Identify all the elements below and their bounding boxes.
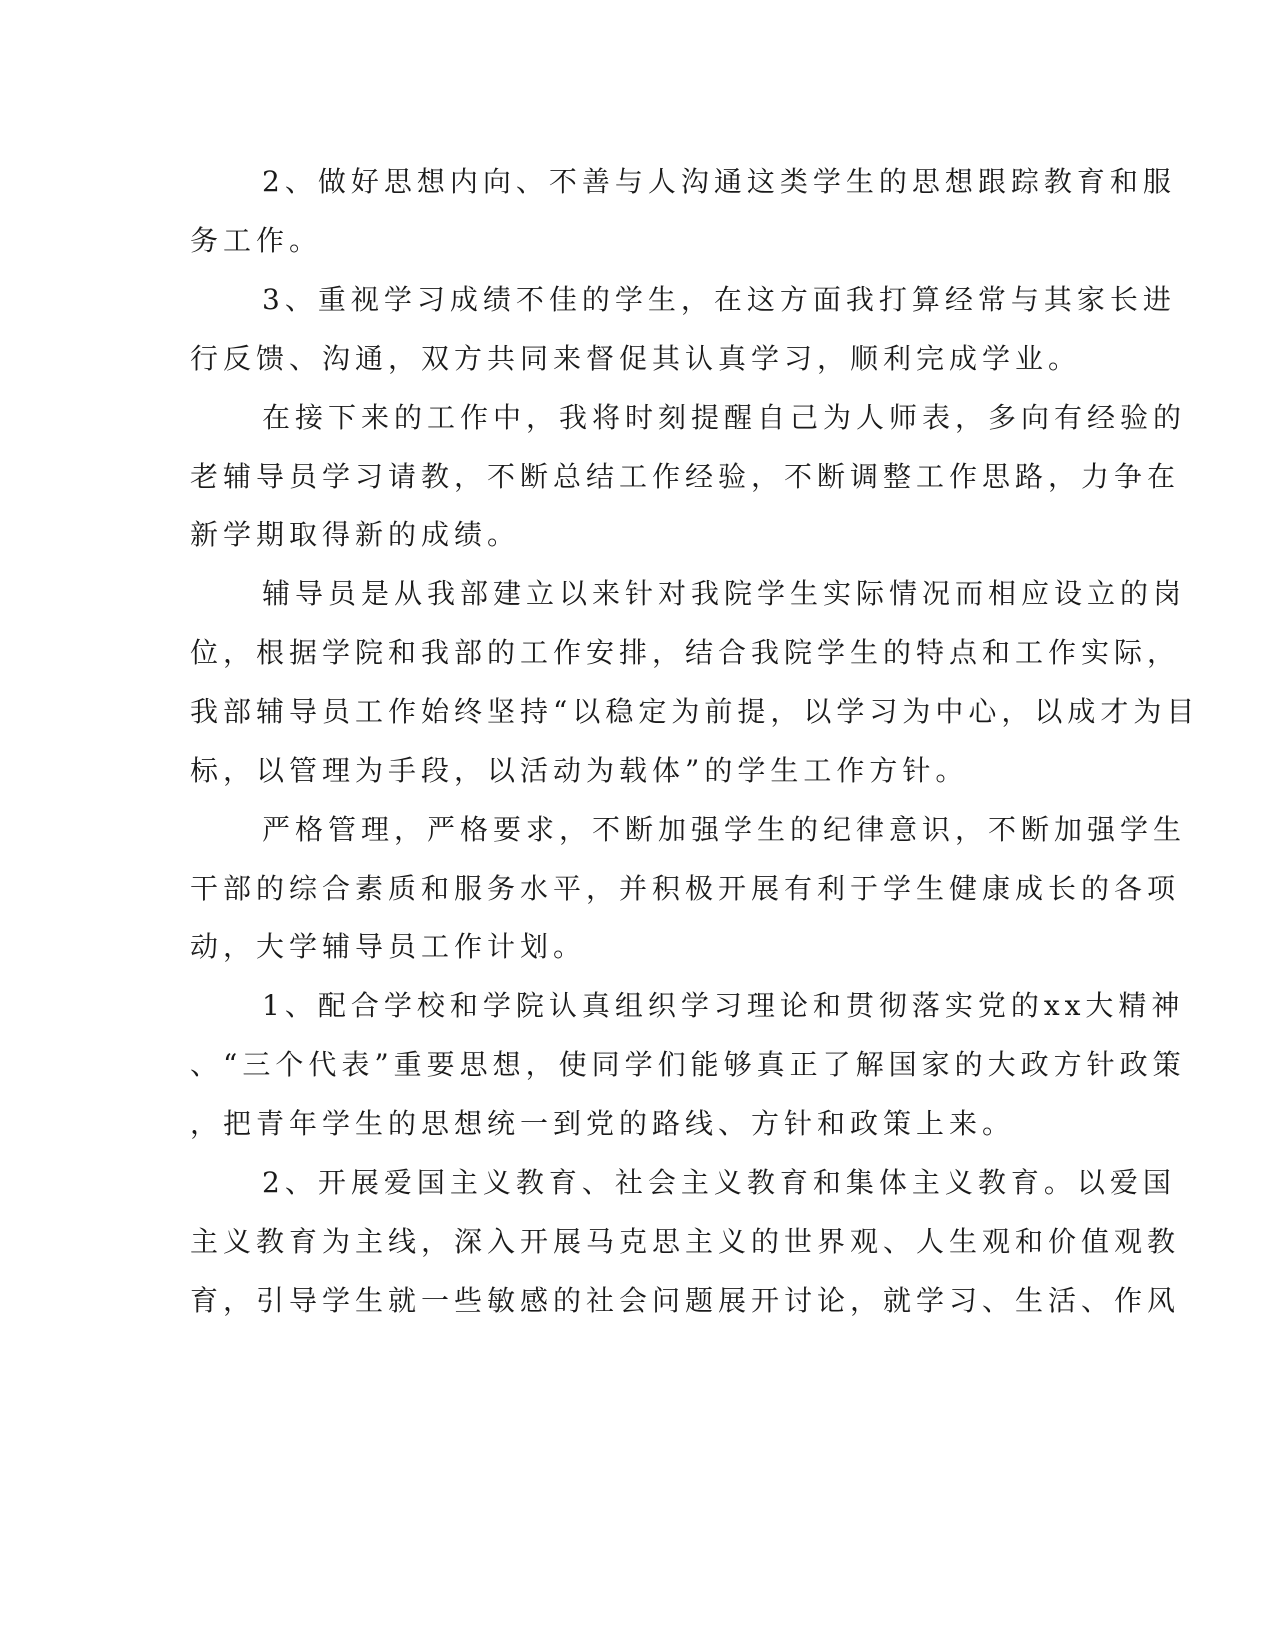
paragraph-line: 辅导员是从我部建立以来针对我院学生实际情况而相应设立的岗 <box>262 577 1187 610</box>
paragraph-line: 、“三个代表”重要思想，使同学们能够真正了解国家的大政方针政策 <box>190 1048 1186 1081</box>
paragraph-line: 育，引导学生就一些敏感的社会问题展开讨论，就学习、生活、作风 <box>190 1284 1181 1317</box>
paragraph-line: ，把青年学生的思想统一到党的路线、方针和政策上来。 <box>190 1107 1016 1140</box>
paragraph-line: 位，根据学院和我部的工作安排，结合我院学生的特点和工作实际， <box>190 636 1181 669</box>
paragraph-line: 动，大学辅导员工作计划。 <box>190 930 587 963</box>
paragraph-line: 1、配合学校和学院认真组织学习理论和贯彻落实党的xx大精神 <box>262 989 1185 1022</box>
paragraph-line: 主义教育为主线，深入开展马克思主义的世界观、人生观和价值观教 <box>190 1225 1181 1258</box>
paragraph-line: 严格管理，严格要求，不断加强学生的纪律意识，不断加强学生 <box>262 813 1187 846</box>
paragraph-line: 标，以管理为手段，以活动为载体”的学生工作方针。 <box>190 754 969 787</box>
paragraph-line: 在接下来的工作中，我将时刻提醒自己为人师表，多向有经验的 <box>262 401 1187 434</box>
paragraph-line: 干部的综合素质和服务水平，并积极开展有利于学生健康成长的各项 <box>190 872 1181 905</box>
paragraph-line: 老辅导员学习请教，不断总结工作经验，不断调整工作思路，力争在 <box>190 460 1181 493</box>
paragraph-line: 务工作。 <box>190 224 323 257</box>
paragraph-line: 我部辅导员工作始终坚持“以稳定为前提，以学习为中心，以成才为目 <box>190 695 1200 728</box>
paragraph-line: 行反馈、沟通，双方共同来督促其认真学习，顺利完成学业。 <box>190 342 1082 375</box>
paragraph-line: 新学期取得新的成绩。 <box>190 518 521 551</box>
paragraph-line: 3、重视学习成绩不佳的学生，在这方面我打算经常与其家长进 <box>262 283 1176 316</box>
paragraph-line: 2、做好思想内向、不善与人沟通这类学生的思想跟踪教育和服 <box>262 165 1176 198</box>
paragraph-line: 2、开展爱国主义教育、社会主义教育和集体主义教育。以爱国 <box>262 1166 1176 1199</box>
